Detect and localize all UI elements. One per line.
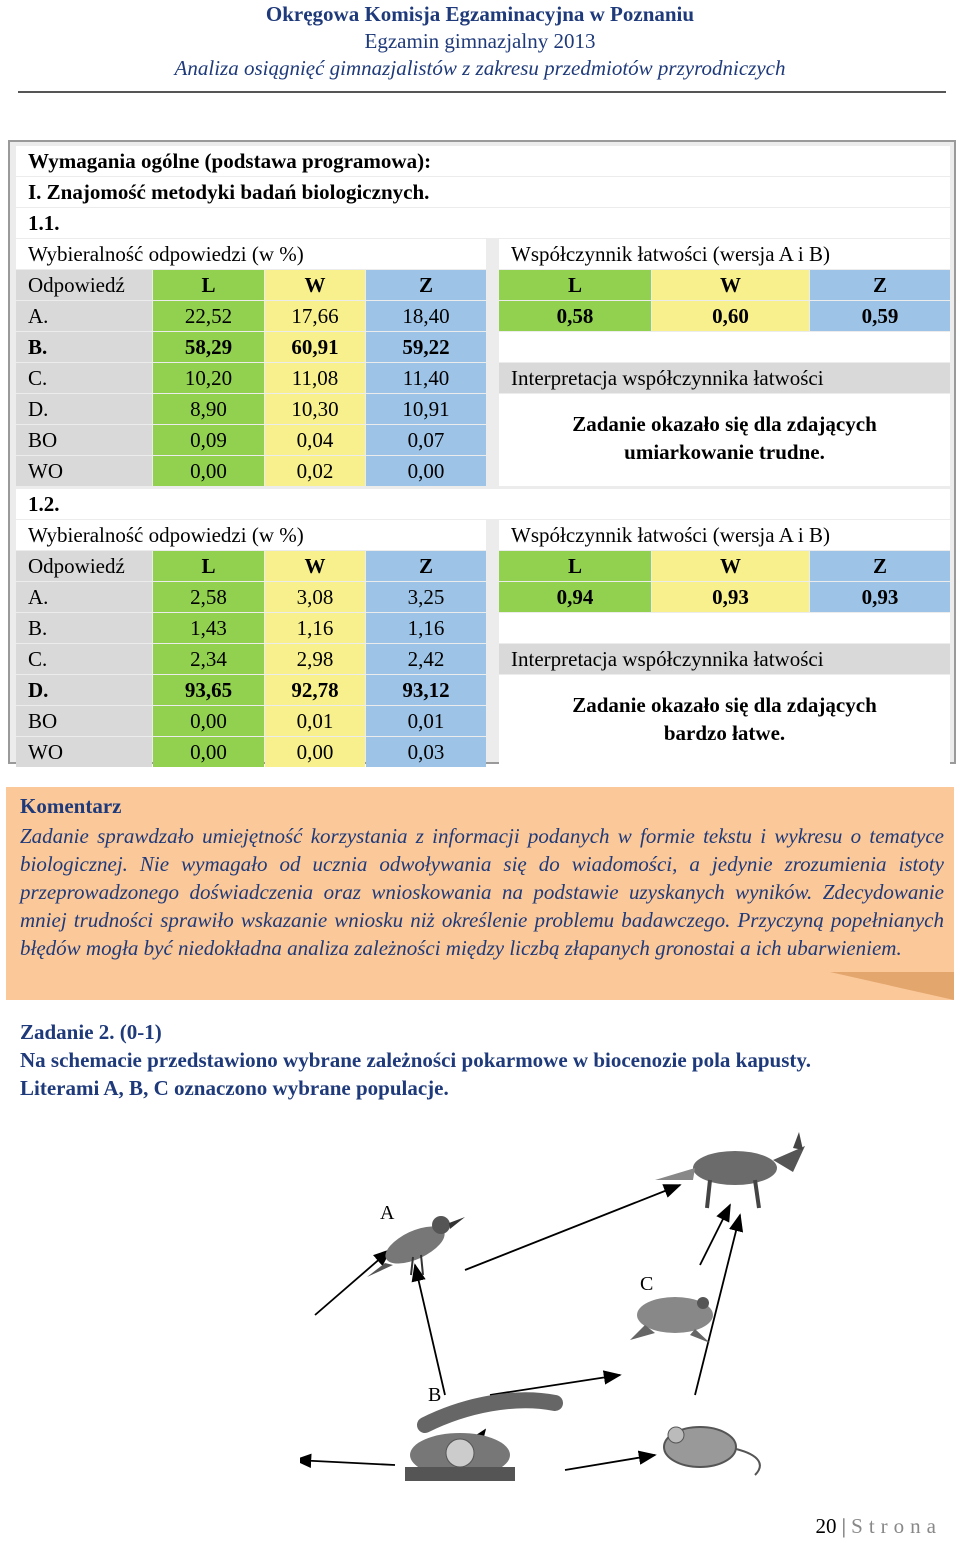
interp-line2: bardzo łatwe. bbox=[663, 721, 786, 745]
arrow-caterpillar-to-frog bbox=[490, 1375, 620, 1395]
ease-column-header: L bbox=[499, 270, 651, 300]
ease-value: 0,94 bbox=[499, 582, 651, 612]
footer-separator: | bbox=[841, 1514, 846, 1538]
answer-label: B. bbox=[16, 613, 152, 643]
interp-body bbox=[499, 675, 950, 767]
interp-line2: umiarkowanie trudne. bbox=[624, 440, 825, 464]
percent-cell: 93,12 bbox=[366, 675, 486, 705]
ease-value: 0,59 bbox=[810, 301, 950, 331]
percent-cell: 2,42 bbox=[366, 644, 486, 674]
percent-cell: 0,01 bbox=[265, 706, 365, 736]
caterpillar-icon bbox=[425, 1400, 555, 1425]
percent-cell: 93,65 bbox=[153, 675, 264, 705]
answer-label: WO bbox=[16, 456, 152, 486]
requirements-line1: Wymagania ogólne (podstawa programowa): bbox=[16, 146, 950, 176]
arrow-caterpillar-to-bird bbox=[415, 1265, 445, 1395]
percent-cell: 17,66 bbox=[265, 301, 365, 331]
interp-title: Interpretacja współczynnika łatwości bbox=[499, 644, 950, 674]
arrow-bird-to-fox bbox=[465, 1185, 680, 1270]
page-footer bbox=[815, 1514, 942, 1539]
percent-cell: 18,40 bbox=[366, 301, 486, 331]
interp-body bbox=[499, 394, 950, 486]
answer-label: BO bbox=[16, 425, 152, 455]
percent-cell: 11,40 bbox=[366, 363, 486, 393]
percent-cell: 2,58 bbox=[153, 582, 264, 612]
header-subtitle: Analiza osiągnięć gimnazjalistów z zakresu przedmiotów przyrodniczych bbox=[174, 56, 786, 80]
answer-label: WO bbox=[16, 737, 152, 767]
percent-cell: 60,91 bbox=[265, 332, 365, 362]
percent-cell: 0,00 bbox=[153, 706, 264, 736]
frog-icon bbox=[630, 1297, 713, 1343]
choice-title: Wybieralność odpowiedzi (w %) bbox=[16, 520, 486, 550]
ease-value: 0,93 bbox=[652, 582, 809, 612]
arrow-cabbage-to-snail bbox=[300, 1460, 395, 1465]
ease-column-header: L bbox=[499, 551, 651, 581]
blank-row bbox=[499, 332, 950, 362]
column-header: L bbox=[153, 551, 264, 581]
ease-column-header: W bbox=[652, 551, 809, 581]
ease-column-header: W bbox=[652, 270, 809, 300]
label-b: B bbox=[428, 1384, 442, 1406]
percent-cell: 0,00 bbox=[265, 737, 365, 767]
ease-title: Współczynnik łatwości (wersja A i B) bbox=[499, 520, 950, 550]
column-header: W bbox=[265, 551, 365, 581]
percent-cell: 1,16 bbox=[265, 613, 365, 643]
arrow-cabbage-to-mouse bbox=[565, 1455, 655, 1470]
label-a: A bbox=[380, 1202, 395, 1224]
mouse-icon bbox=[664, 1427, 760, 1475]
ease-column-header: Z bbox=[810, 551, 950, 581]
column-header: Z bbox=[366, 270, 486, 300]
food-web-diagram bbox=[300, 1125, 960, 1485]
percent-cell: 2,98 bbox=[265, 644, 365, 674]
task-id: 1.1. bbox=[16, 208, 950, 238]
percent-cell: 1,43 bbox=[153, 613, 264, 643]
interp-line1: Zadanie okazało się dla zdających bbox=[572, 693, 877, 717]
ease-column-header: Z bbox=[810, 270, 950, 300]
ease-value: 0,93 bbox=[810, 582, 950, 612]
requirements-line2: I. Znajomość metodyki badań biologicznych. bbox=[16, 177, 950, 207]
task2-title: Zadanie 2. (0-1) bbox=[20, 1020, 162, 1044]
header-org: Okręgowa Komisja Egzaminacyjna w Poznaniu bbox=[265, 2, 695, 26]
percent-cell: 3,25 bbox=[366, 582, 486, 612]
percent-cell: 0,01 bbox=[366, 706, 486, 736]
cabbage-icon bbox=[405, 1433, 515, 1481]
label-c: C bbox=[640, 1273, 654, 1295]
percent-cell: 58,29 bbox=[153, 332, 264, 362]
task2-line1: Na schemacie przedstawiono wybrane zależności pokarmowe w biocenozie pola kapusty. bbox=[20, 1048, 811, 1072]
answer-label: C. bbox=[16, 363, 152, 393]
percent-cell: 92,78 bbox=[265, 675, 365, 705]
interp-title: Interpretacja współczynnika łatwości bbox=[499, 363, 950, 393]
percent-cell: 59,22 bbox=[366, 332, 486, 362]
comment-text: Zadanie sprawdzało umiejętność korzystania z informacji podanych w formie tekstu i wykresu o tematyce biologicznej. Nie wymagało od ucznia odwoływania się do wiadomości, a jedynie zrozumienia istoty przeprowadzonego doświadczenia oraz wnioskowania na podstawie uzyskanych wyników. Zdecydowanie mniej trudności sprawiło wskazanie wniosku niż określenie problemu badawczego. Przyczyną popełnianych błędów mogła być niedokładna analiza zależności między liczbą złapanych gronostai a ich ubarwieniem. bbox=[20, 824, 944, 960]
percent-cell: 8,90 bbox=[153, 394, 264, 424]
percent-cell: 22,52 bbox=[153, 301, 264, 331]
percent-cell: 0,00 bbox=[366, 456, 486, 486]
answer-label: BO bbox=[16, 706, 152, 736]
page-number: 20 bbox=[815, 1514, 837, 1538]
percent-cell: 0,02 bbox=[265, 456, 365, 486]
percent-cell: 0,09 bbox=[153, 425, 264, 455]
percent-cell: 0,00 bbox=[153, 456, 264, 486]
comment-title: Komentarz bbox=[20, 794, 122, 818]
percent-cell: 10,91 bbox=[366, 394, 486, 424]
answer-label: B. bbox=[16, 332, 152, 362]
ease-value: 0,60 bbox=[652, 301, 809, 331]
column-header: W bbox=[265, 270, 365, 300]
answer-label: D. bbox=[16, 394, 152, 424]
percent-cell: 0,03 bbox=[366, 737, 486, 767]
answer-label: A. bbox=[16, 301, 152, 331]
results-table bbox=[8, 140, 956, 764]
task2-line2: Literami A, B, C oznaczono wybrane populacje. bbox=[20, 1076, 449, 1100]
ease-title: Współczynnik łatwości (wersja A i B) bbox=[499, 239, 950, 269]
header-exam: Egzamin gimnazjalny 2013 bbox=[364, 29, 596, 53]
column-header: Odpowiedź bbox=[16, 270, 152, 300]
column-header: L bbox=[153, 270, 264, 300]
fox-icon bbox=[655, 1132, 805, 1208]
column-header: Odpowiedź bbox=[16, 551, 152, 581]
task-id: 1.2. bbox=[16, 489, 950, 519]
answer-label: D. bbox=[16, 675, 152, 705]
percent-cell: 0,00 bbox=[153, 737, 264, 767]
comment-page-curl bbox=[830, 972, 954, 1000]
interp-line1: Zadanie okazało się dla zdających bbox=[572, 412, 877, 436]
header-divider bbox=[18, 91, 946, 93]
percent-cell: 3,08 bbox=[265, 582, 365, 612]
choice-title: Wybieralność odpowiedzi (w %) bbox=[16, 239, 486, 269]
arrow-frog-to-fox bbox=[700, 1205, 730, 1265]
answer-label: C. bbox=[16, 644, 152, 674]
footer-word: Strona bbox=[851, 1514, 942, 1538]
column-header: Z bbox=[366, 551, 486, 581]
percent-cell: 0,07 bbox=[366, 425, 486, 455]
blank-row bbox=[499, 613, 950, 643]
percent-cell: 2,34 bbox=[153, 644, 264, 674]
ease-value: 0,58 bbox=[499, 301, 651, 331]
percent-cell: 11,08 bbox=[265, 363, 365, 393]
percent-cell: 0,04 bbox=[265, 425, 365, 455]
arrow-snail-to-bird bbox=[315, 1250, 390, 1315]
percent-cell: 1,16 bbox=[366, 613, 486, 643]
percent-cell: 10,20 bbox=[153, 363, 264, 393]
answer-label: A. bbox=[16, 582, 152, 612]
percent-cell: 10,30 bbox=[265, 394, 365, 424]
